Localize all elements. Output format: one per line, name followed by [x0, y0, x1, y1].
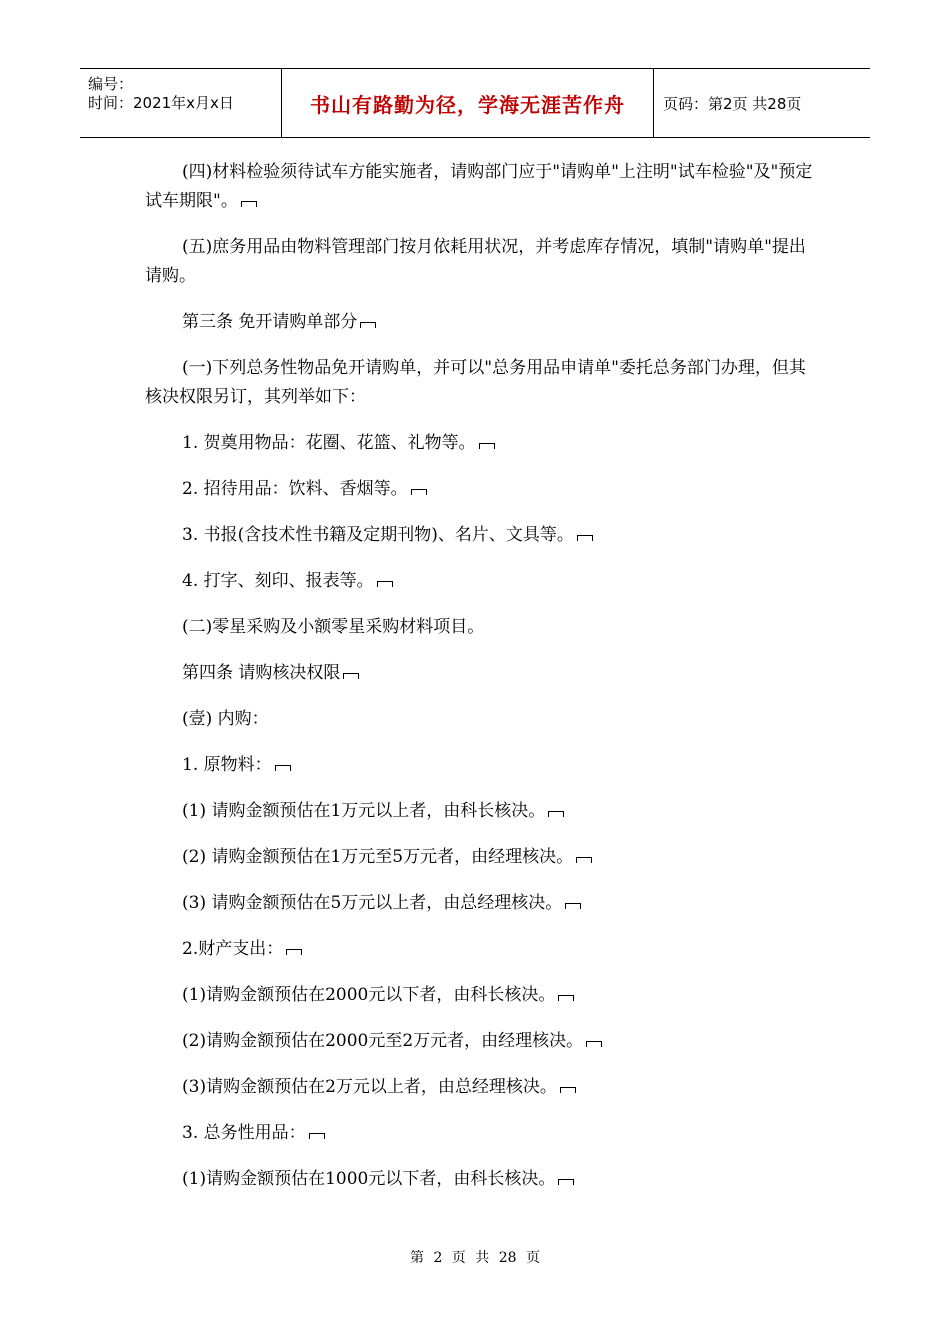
paragraph	[145, 429, 820, 458]
paragraph-mark-icon	[577, 535, 593, 541]
paragraph	[145, 158, 820, 216]
paragraph-mark-icon	[558, 995, 574, 1001]
paragraph-mark-icon	[411, 489, 427, 495]
paragraph-mark-icon	[586, 1041, 602, 1047]
paragraph-text: (四)材料检验须待试车方能实施者，请购部门应于"请购单"上注明"试车检验"及"预定试车期限"。	[145, 162, 813, 211]
paragraph	[145, 613, 820, 642]
header-meta	[80, 69, 282, 137]
paragraph-text: (一)下列总务性物品免开请购单，并可以"总务用品申请单"委托总务部门办理，但其核决权限另订，其列举如下：	[145, 358, 806, 407]
paragraph-text: (3)请购金额预估在2万元以上者，由总经理核决。	[182, 1077, 557, 1097]
paragraph-mark-icon	[565, 903, 581, 909]
header-page-info: 页码：第2页 共28页	[663, 95, 802, 113]
paragraph-mark-icon	[309, 1133, 325, 1139]
paragraph	[145, 1073, 820, 1102]
paragraph-text: (1) 请购金额预估在1万元以上者，由科长核决。	[182, 801, 546, 821]
paragraph	[145, 705, 820, 734]
paragraph	[145, 659, 820, 688]
paragraph-mark-icon	[576, 857, 592, 863]
page-footer: 第 2 页 共 28 页	[410, 1250, 540, 1266]
paragraph-text: 1. 原物料：	[182, 755, 272, 775]
document-date: 时间：2021年x月x日	[88, 94, 234, 112]
paragraph	[145, 797, 820, 826]
document-body	[145, 158, 820, 1211]
paragraph-mark-icon	[558, 1179, 574, 1185]
paragraph-text: (五)庶务用品由物料管理部门按月依耗用状况，并考虑库存情况，填制"请购单"提出请购。	[145, 237, 806, 286]
paragraph	[145, 521, 820, 550]
paragraph	[145, 889, 820, 918]
paragraph-text: 第三条 免开请购单部分	[182, 312, 358, 332]
paragraph-text: 2. 招待用品：饮料、香烟等。	[182, 479, 408, 499]
paragraph-mark-icon	[479, 443, 495, 449]
paragraph-text: (2)请购金额预估在2000元至2万元者，由经理核决。	[182, 1031, 584, 1051]
paragraph	[145, 475, 820, 504]
paragraph-text: 4. 打字、刻印、报表等。	[182, 571, 374, 591]
document-number-label: 编号：	[88, 75, 134, 93]
paragraph	[145, 354, 820, 412]
paragraph-text: 第四条 请购核决权限	[182, 663, 341, 683]
paragraph-mark-icon	[275, 765, 291, 771]
paragraph-mark-icon	[377, 581, 393, 587]
paragraph	[145, 1165, 820, 1194]
paragraph-mark-icon	[286, 949, 302, 955]
paragraph-text: 2.财产支出：	[182, 939, 284, 959]
paragraph-text: (1)请购金额预估在1000元以下者，由科长核决。	[182, 1169, 556, 1189]
paragraph-text: (2) 请购金额预估在1万元至5万元者，由经理核决。	[182, 847, 574, 867]
paragraph-text: 3. 书报(含技术性书籍及定期刊物)、名片、文具等。	[182, 525, 574, 545]
paragraph-text: (壹) 内购：	[182, 709, 269, 729]
paragraph-text: (3) 请购金额预估在5万元以上者，由总经理核决。	[182, 893, 563, 913]
paragraph	[145, 981, 820, 1010]
paragraph	[145, 233, 820, 291]
paragraph	[145, 567, 820, 596]
paragraph-mark-icon	[560, 1087, 576, 1093]
paragraph-mark-icon	[343, 673, 359, 679]
paragraph	[145, 308, 820, 337]
paragraph-mark-icon	[360, 322, 376, 328]
paragraph-text: (二)零星采购及小额零星采购材料项目。	[182, 617, 485, 637]
paragraph-mark-icon	[241, 201, 257, 207]
paragraph-text: (1)请购金额预估在2000元以下者，由科长核决。	[182, 985, 556, 1005]
paragraph	[145, 751, 820, 780]
paragraph	[145, 1027, 820, 1056]
paragraph-text: 3. 总务性用品：	[182, 1123, 306, 1143]
paragraph	[145, 935, 820, 964]
header-motto: 书山有路勤为径，学海无涯苦作舟	[282, 69, 654, 137]
paragraph-text: 1. 贺奠用物品：花圈、花篮、礼物等。	[182, 433, 476, 453]
paragraph-mark-icon	[548, 811, 564, 817]
paragraph	[145, 843, 820, 872]
paragraph	[145, 1119, 820, 1148]
page-header	[80, 68, 870, 138]
